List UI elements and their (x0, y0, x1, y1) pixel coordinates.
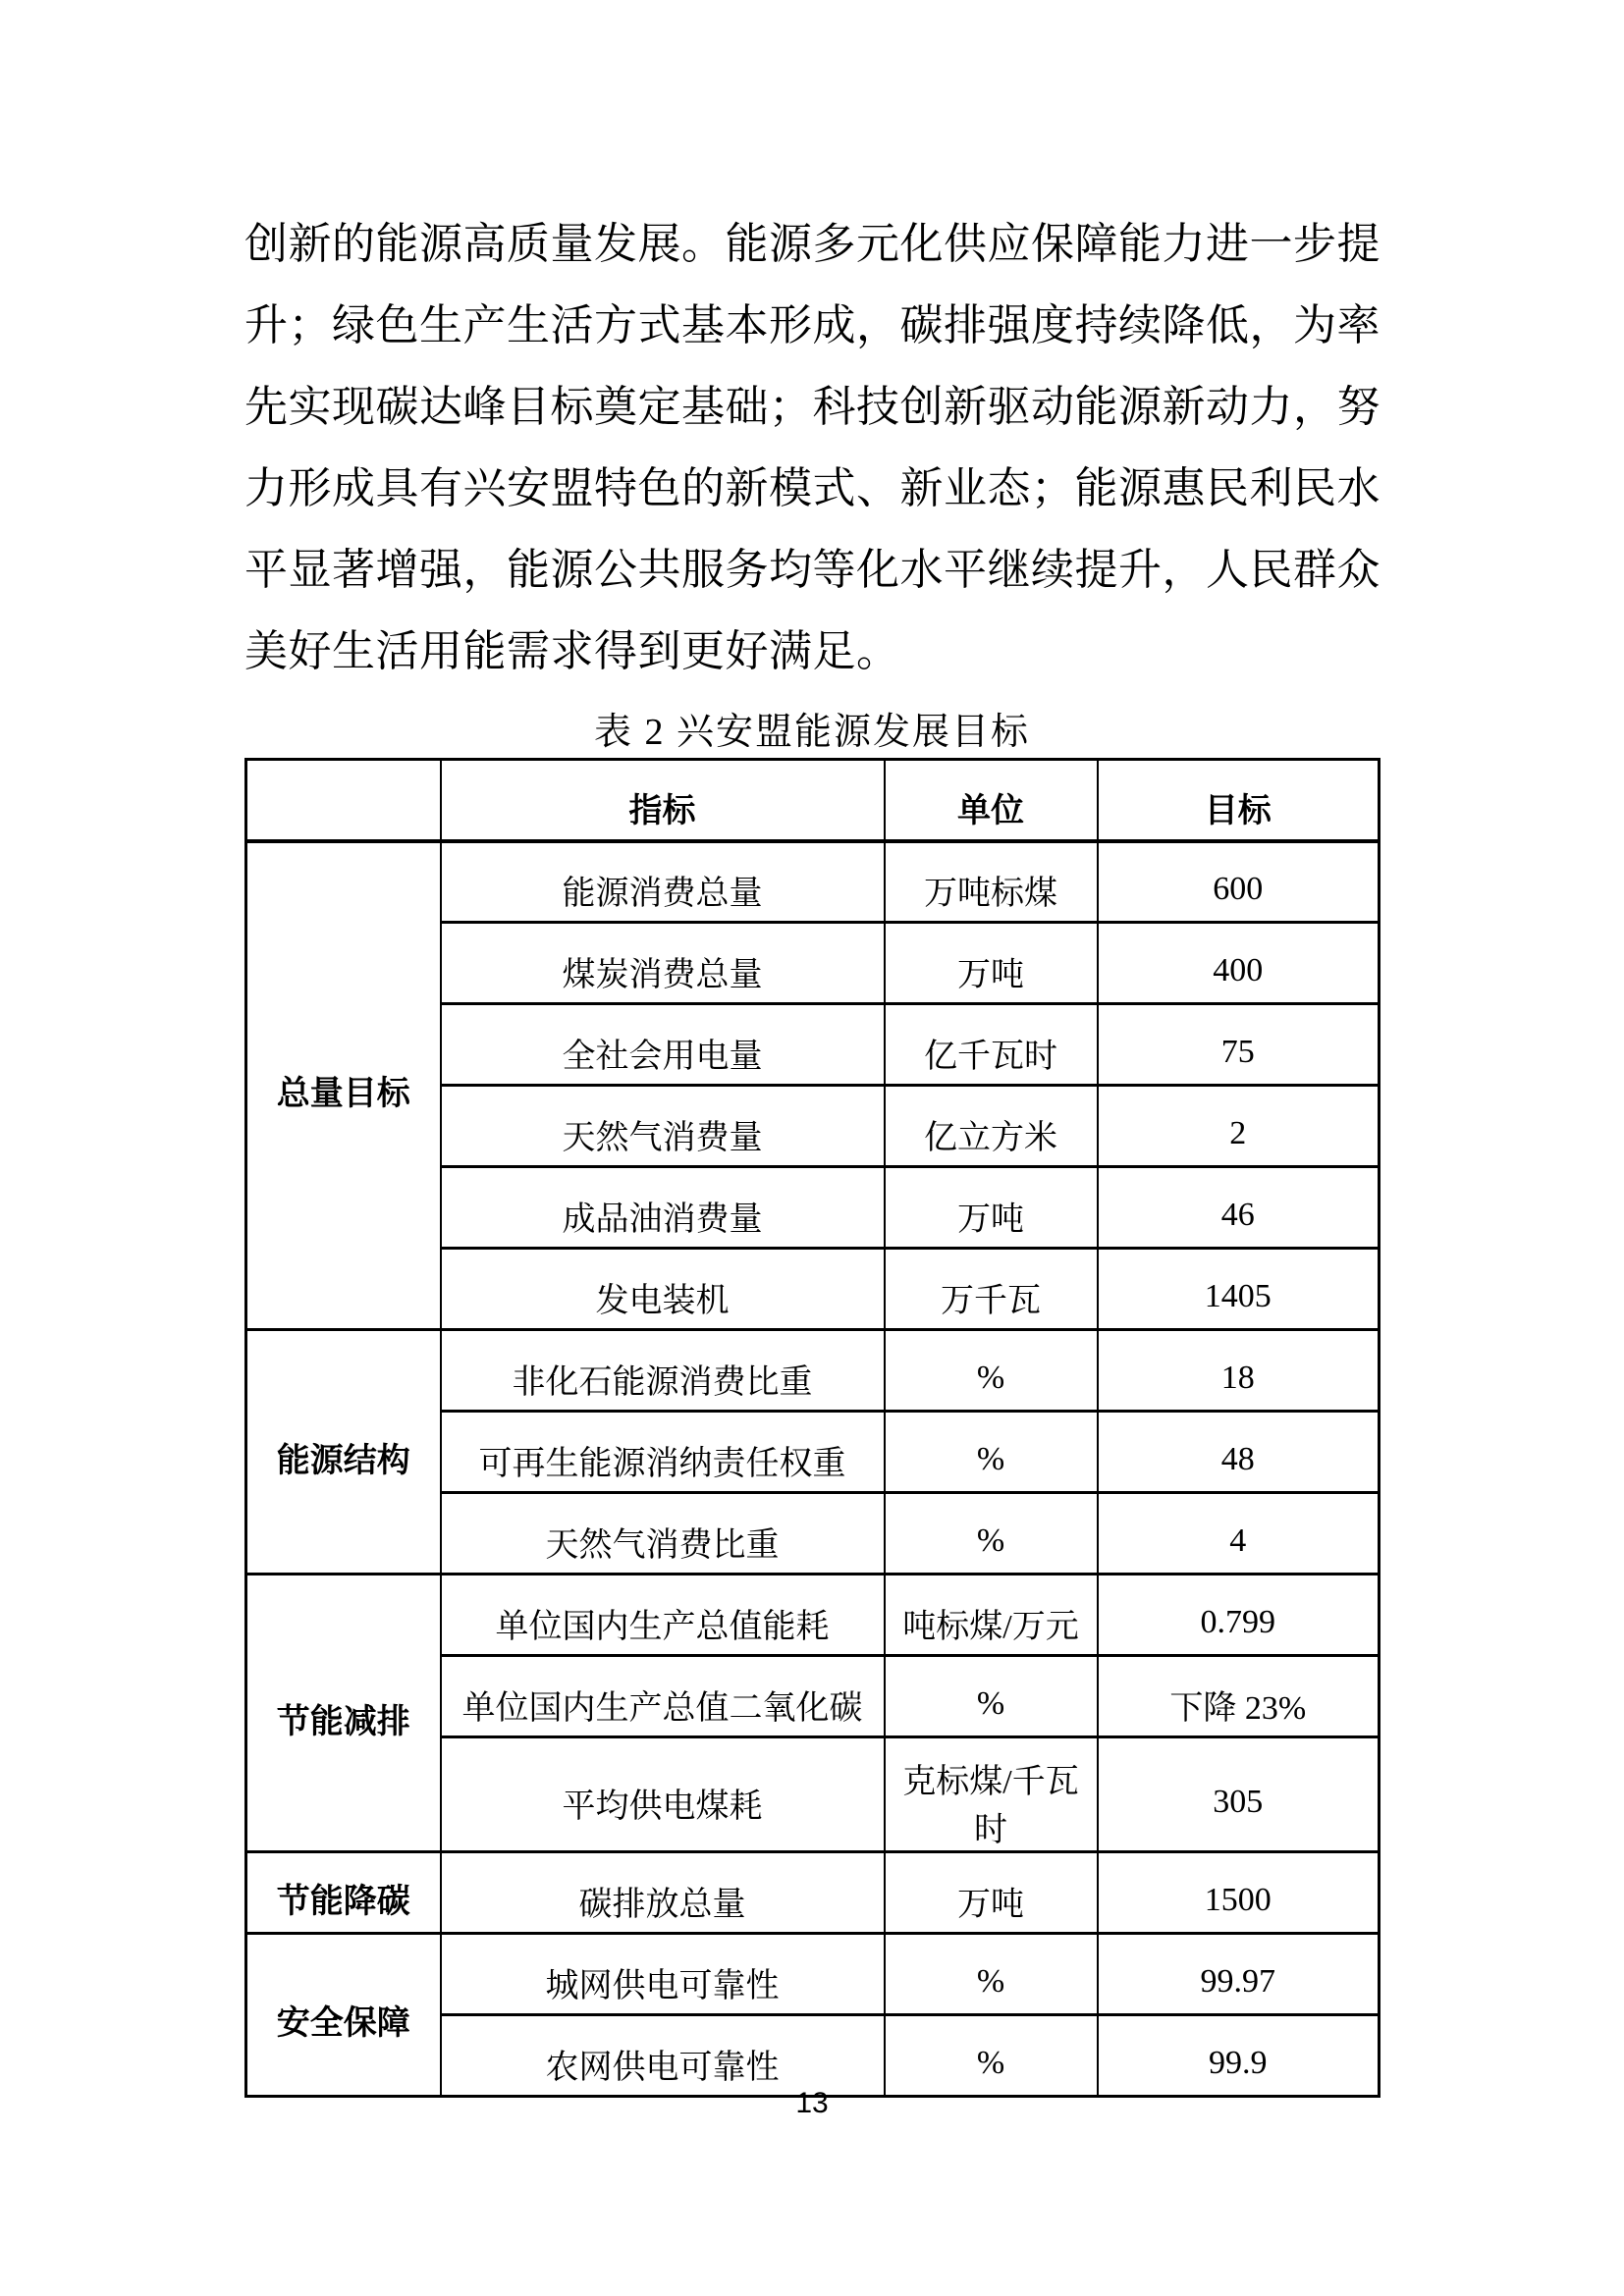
table-row (246, 841, 1380, 923)
target-cell: 0.799 (1098, 1575, 1380, 1656)
indicator-cell: 能源消费总量 (441, 841, 885, 923)
target-cell: 99.9 (1098, 2015, 1380, 2097)
table-row (246, 1575, 1380, 1656)
indicator-cell: 天然气消费量 (441, 1086, 885, 1167)
paragraph-line: 先实现碳达峰目标奠定基础；科技创新驱动能源新动力，努 (244, 383, 1380, 431)
indicator-cell: 农网供电可靠性 (441, 2015, 885, 2097)
target-cell: 18 (1098, 1330, 1380, 1412)
unit-cell: % (885, 2015, 1098, 2097)
indicator-cell: 城网供电可靠性 (441, 1934, 885, 2015)
unit-cell: 克标煤/千瓦时 (885, 1737, 1098, 1852)
header-unit-cell: 单位 (885, 760, 1098, 841)
unit-cell: % (885, 1412, 1098, 1493)
table-header-row (246, 760, 1380, 841)
target-cell: 400 (1098, 923, 1380, 1004)
target-cell: 4 (1098, 1493, 1380, 1575)
indicator-cell: 全社会用电量 (441, 1004, 885, 1086)
target-cell: 99.97 (1098, 1934, 1380, 2015)
indicator-cell: 成品油消费量 (441, 1167, 885, 1249)
unit-cell: % (885, 1330, 1098, 1412)
unit-cell: 万吨 (885, 923, 1098, 1004)
group-cell: 能源结构 (246, 1330, 441, 1575)
unit-cell: 万千瓦 (885, 1249, 1098, 1330)
table-row (246, 1330, 1380, 1412)
unit-cell: 万吨标煤 (885, 841, 1098, 923)
unit-cell: % (885, 1493, 1098, 1575)
unit-cell: 亿千瓦时 (885, 1004, 1098, 1086)
target-cell: 48 (1098, 1412, 1380, 1493)
header-target-cell: 目标 (1098, 760, 1380, 841)
target-cell: 75 (1098, 1004, 1380, 1086)
header-indicator-cell: 指标 (441, 760, 885, 841)
target-cell: 1405 (1098, 1249, 1380, 1330)
indicator-cell: 非化石能源消费比重 (441, 1330, 885, 1412)
paragraph-line: 力形成具有兴安盟特色的新模式、新业态；能源惠民利民水 (244, 464, 1380, 512)
header-group-cell (246, 760, 441, 841)
unit-cell: % (885, 1656, 1098, 1737)
indicator-cell: 可再生能源消纳责任权重 (441, 1412, 885, 1493)
paragraph-line: 平显著增强，能源公共服务均等化水平继续提升，人民群众 (244, 546, 1380, 594)
page-number: 13 (795, 2087, 829, 2119)
group-cell: 总量目标 (246, 841, 441, 1330)
table-caption: 表 2 兴安盟能源发展目标 (593, 712, 1030, 753)
target-cell: 1500 (1098, 1852, 1380, 1934)
unit-cell: 万吨 (885, 1167, 1098, 1249)
indicator-cell: 天然气消费比重 (441, 1493, 885, 1575)
indicator-cell: 单位国内生产总值能耗 (441, 1575, 885, 1656)
target-cell: 下降 23% (1098, 1656, 1380, 1737)
group-cell: 节能降碳 (246, 1852, 441, 1934)
table-row (246, 1852, 1380, 1934)
target-cell: 2 (1098, 1086, 1380, 1167)
indicator-cell: 平均供电煤耗 (441, 1737, 885, 1852)
target-cell: 46 (1098, 1167, 1380, 1249)
unit-cell: % (885, 1934, 1098, 2015)
paragraph-line: 创新的能源高质量发展。能源多元化供应保障能力进一步提 (244, 220, 1380, 268)
target-cell: 305 (1098, 1737, 1380, 1852)
indicator-cell: 煤炭消费总量 (441, 923, 885, 1004)
paragraph-line: 美好生活用能需求得到更好满足。 (244, 627, 900, 675)
indicator-cell: 发电装机 (441, 1249, 885, 1330)
table-row (246, 1934, 1380, 2015)
target-cell: 600 (1098, 841, 1380, 923)
group-cell: 安全保障 (246, 1934, 441, 2097)
group-cell: 节能减排 (246, 1575, 441, 1852)
unit-cell: 亿立方米 (885, 1086, 1098, 1167)
unit-cell: 吨标煤/万元 (885, 1575, 1098, 1656)
energy-goals-table (244, 758, 1380, 2098)
paragraph-line: 升；绿色生产生活方式基本形成，碳排强度持续降低，为率 (244, 301, 1380, 349)
indicator-cell: 碳排放总量 (441, 1852, 885, 1934)
body-paragraph (244, 203, 1380, 692)
unit-cell: 万吨 (885, 1852, 1098, 1934)
indicator-cell: 单位国内生产总值二氧化碳 (441, 1656, 885, 1737)
